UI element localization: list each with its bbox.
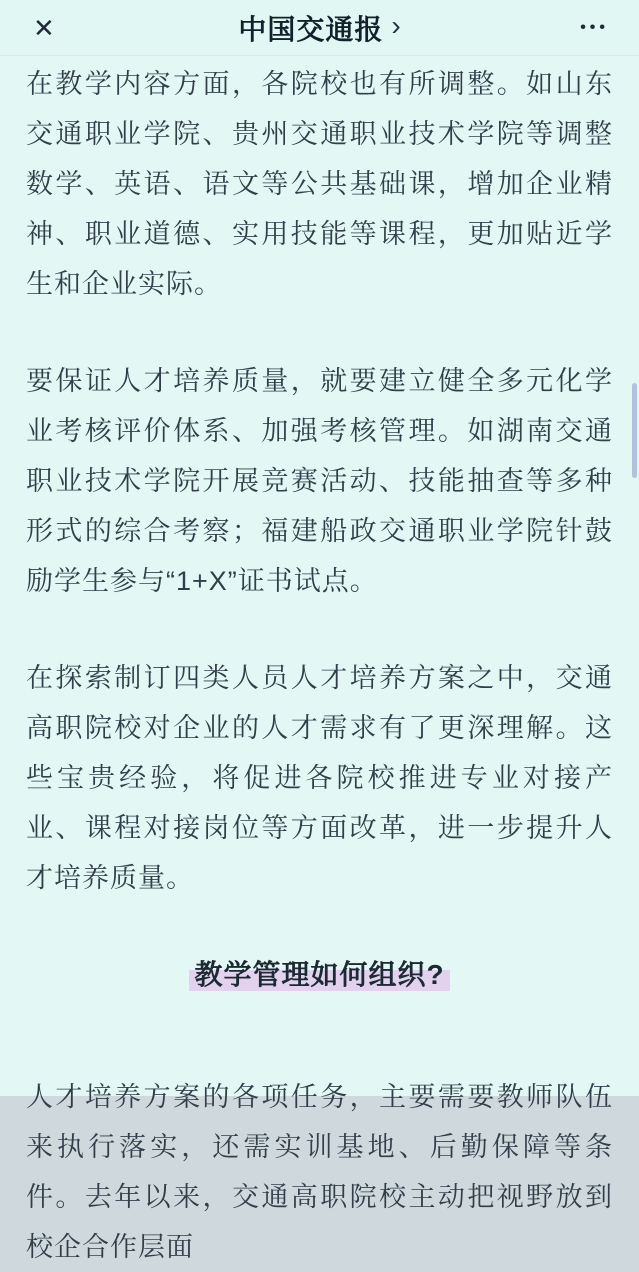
paragraph-teaching-content: 在教学内容方面，各院校也有所调整。如山东交通职业学院、贵州交通职业技术学院等调整数学、英语、语文等公共基础课，增加企业精神、职业道德、实用技能等课程，更加贴近学生和企业实际。 [26, 69, 613, 299]
paragraph-quality-assurance: 要保证人才培养质量，就要建立健全多元化学业考核评价体系、加强考核管理。如湖南交通职业技术学院开展竞赛活动、技能抽查等多种形式的综合考察；福建船政交通职业学院针鼓励学生参与“1+X”证书试点。 [26, 366, 613, 596]
section-heading [26, 950, 613, 1000]
navbar [0, 0, 639, 56]
chevron-right-icon: › [391, 10, 401, 41]
close-icon[interactable]: ✕ [33, 12, 55, 43]
paragraph-exploration-results: 在探索制订四类人员人才培养方案之中，交通高职院校对企业的人才需求有了更深理解。这些宝贵经验，将促进各院校推进专业对接产业、课程对接岗位等方面改革，进一步提升人才培养质量。 [26, 663, 613, 893]
article-body [0, 56, 639, 1272]
more-menu-icon[interactable]: ••• [580, 18, 609, 36]
paragraph-teaching-management: 人才培养方案的各项任务，主要需要教师队伍来执行落实，还需实训基地、后勤保障等条件。去年以来，交通高职院校主动把视野放到校企合作层面 [26, 1082, 613, 1262]
section-heading-text: 教学管理如何组织? [189, 950, 449, 1000]
page-title: 中国交通报 [238, 14, 384, 45]
scrollbar-thumb[interactable] [632, 383, 637, 478]
account-title-link[interactable] [238, 0, 400, 56]
